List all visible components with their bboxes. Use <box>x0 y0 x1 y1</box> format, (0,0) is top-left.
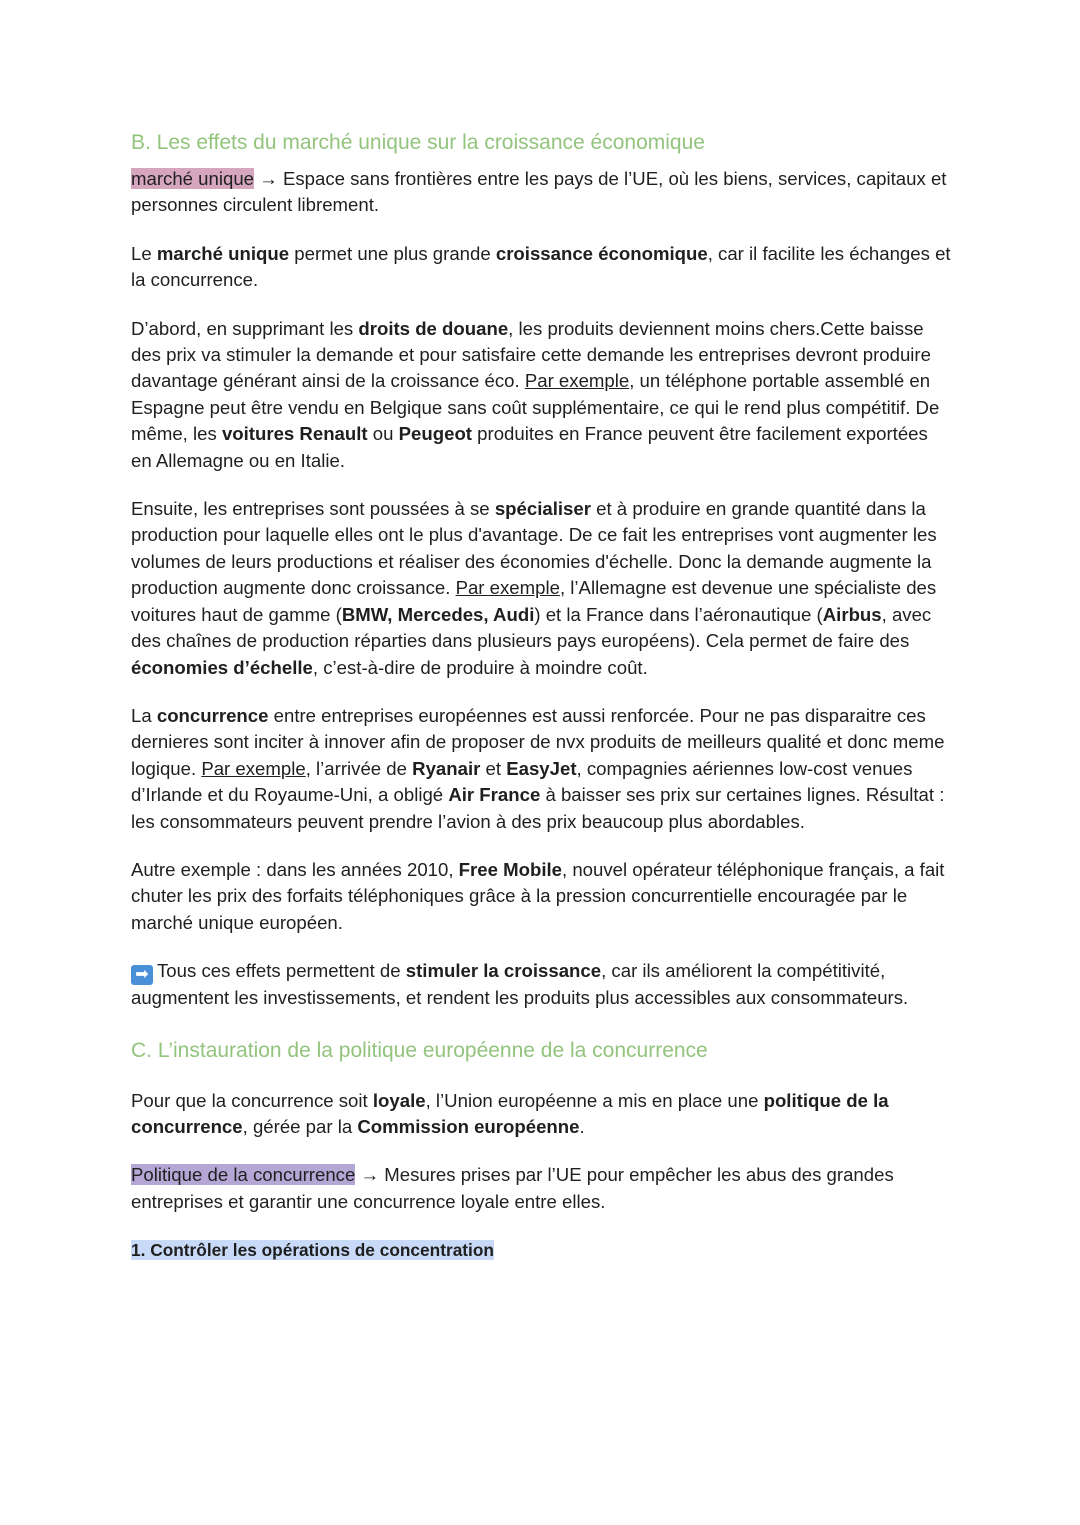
right-arrow-icon: ➡ <box>131 965 153 985</box>
text-run: produites en France peuvent être facilement exportées en Allemagne ou en Italie. <box>131 423 928 471</box>
document-page <box>131 128 953 1263</box>
definition-arrow: → <box>254 168 283 189</box>
text-run: , l’Allemagne est devenue une spécialiste des voitures haut de gamme ( <box>131 577 937 625</box>
paragraph <box>131 857 953 936</box>
bold-text: politique de la concurrence <box>131 1089 889 1137</box>
paragraph <box>131 1088 953 1141</box>
text-run: , gérée par la <box>242 1115 358 1137</box>
bold-text: Air France <box>448 784 541 806</box>
underlined-text: Par exemple <box>524 370 630 392</box>
text-run: et <box>480 757 507 779</box>
text-run: Le <box>131 242 157 264</box>
bold-text: loyale <box>372 1089 426 1111</box>
text-run: . <box>579 1115 585 1137</box>
text-run: entre entreprises européennes est aussi renforcée. Pour ne pas disparaitre ces dernieres sont inciter à innover afin de proposer de nvx produits de meilleurs qualité et donc meme logique. <box>131 704 945 779</box>
text-run: Tous ces effets permettent de <box>157 960 406 982</box>
text-run: , l’Union européenne a mis en place une <box>425 1089 764 1111</box>
bold-text: Airbus <box>822 603 882 625</box>
text-run: Autre exemple : dans les années 2010, <box>131 858 459 880</box>
underlined-text: Par exemple <box>455 577 560 599</box>
text-run: permet une plus grande <box>289 242 496 264</box>
bold-text: Peugeot <box>398 423 472 445</box>
bold-text: marché unique <box>156 242 290 264</box>
sub-heading-text: 1. Contrôler les opérations de concentration <box>131 1240 494 1261</box>
text-run: ou <box>367 423 399 445</box>
bold-text: concurrence <box>156 704 269 726</box>
text-run: , car il facilite les échanges et la concurrence. <box>131 242 951 291</box>
bold-text: droits de douane <box>358 317 509 339</box>
underlined-text: Par exemple <box>201 757 306 779</box>
bold-text: Free Mobile <box>458 858 562 880</box>
definition-text: Mesures prises par l’UE pour empêcher les abus des grandes entreprises et garantir une concurrence loyale entre elles. <box>131 1164 894 1212</box>
bold-text: croissance économique <box>495 242 708 264</box>
bold-text: Ryanair <box>412 757 481 779</box>
text-run: et à produire en grande quantité dans la production pour laquelle elles ont le plus d'avantage. De ce fait les entreprises vont augmenter les volumes de leurs productions et réaliser des économies d'échelle. Donc la demande augmente la production augmente donc croissance. <box>131 498 937 599</box>
text-run: Pour que la concurrence soit <box>131 1089 373 1111</box>
bold-text: économies d’échelle <box>131 656 313 678</box>
bold-text: Commission européenne <box>357 1115 580 1137</box>
section-b-heading: B. Les effets du marché unique sur la croissance économique <box>131 131 705 154</box>
text-run: D’abord, en supprimant les <box>131 317 359 339</box>
paragraph <box>131 703 953 835</box>
definition-arrow: → <box>355 1164 385 1186</box>
paragraph <box>131 316 953 474</box>
definition-term: marché unique <box>131 168 255 189</box>
paragraph-conclusion <box>131 958 953 1011</box>
text-run: , compagnies aériennes low-cost venues d’Irlande et du Royaume-Uni, a obligé <box>131 757 913 806</box>
definition-term: Politique de la concurrence <box>131 1164 356 1186</box>
bold-text: stimuler la croissance <box>405 960 602 982</box>
text-run: , l’arrivée de <box>305 757 413 779</box>
bold-text: spécialiser <box>494 498 591 520</box>
section-c-heading: C. L’instauration de la politique européenne de la concurrence <box>131 1038 708 1062</box>
definition-text: Espace sans frontières entre les pays de l’UE, où les biens, services, capitaux et personnes circulent librement. <box>131 168 947 216</box>
bold-text: EasyJet <box>506 757 577 779</box>
text-run: , avec des chaînes de production réparties dans plusieurs pays européens). Cela permet de faire des <box>131 603 932 652</box>
text-run: , un téléphone portable assemblé en Espagne peut être vendu en Belgique sans coût supplémentaire, ce qui le rend plus compétitif. De même, les <box>131 370 940 445</box>
text-run: , c’est-à-dire de produire à moindre coût. <box>312 656 648 678</box>
text-run: La <box>131 704 157 726</box>
text-run: ) et la France dans l’aéronautique ( <box>534 603 823 625</box>
paragraph <box>131 496 953 681</box>
bold-text: voitures Renault <box>221 423 368 445</box>
text-run: , nouvel opérateur téléphonique français, a fait chuter les prix des forfaits téléphoniques grâce à la pression concurrentielle encouragée par le marché unique européen. <box>131 858 945 933</box>
definition-politique-concurrence <box>131 1162 953 1215</box>
text-run: , les produits deviennent moins chers.Cette baisse des prix va stimuler la demande et pour satisfaire cette demande les entreprises devront produire davantage générant ainsi de la croissance éco. <box>131 317 931 392</box>
text-run: , car ils améliorent la compétitivité, augmentent les investissements, et rendent les produits plus accessibles aux consommateurs. <box>131 960 909 1009</box>
conclusion-text <box>131 960 908 1008</box>
text-run: à baisser ses prix sur certaines lignes. Résultat : les consommateurs peuvent prendre l’avion à des prix beaucoup plus abordables. <box>131 784 945 832</box>
definition-marche-unique <box>131 166 953 219</box>
sub-heading <box>131 1237 953 1263</box>
paragraph <box>131 241 953 294</box>
bold-text: BMW, Mercedes, Audi <box>341 603 535 625</box>
text-run: Ensuite, les entreprises sont poussées à se <box>131 498 495 520</box>
